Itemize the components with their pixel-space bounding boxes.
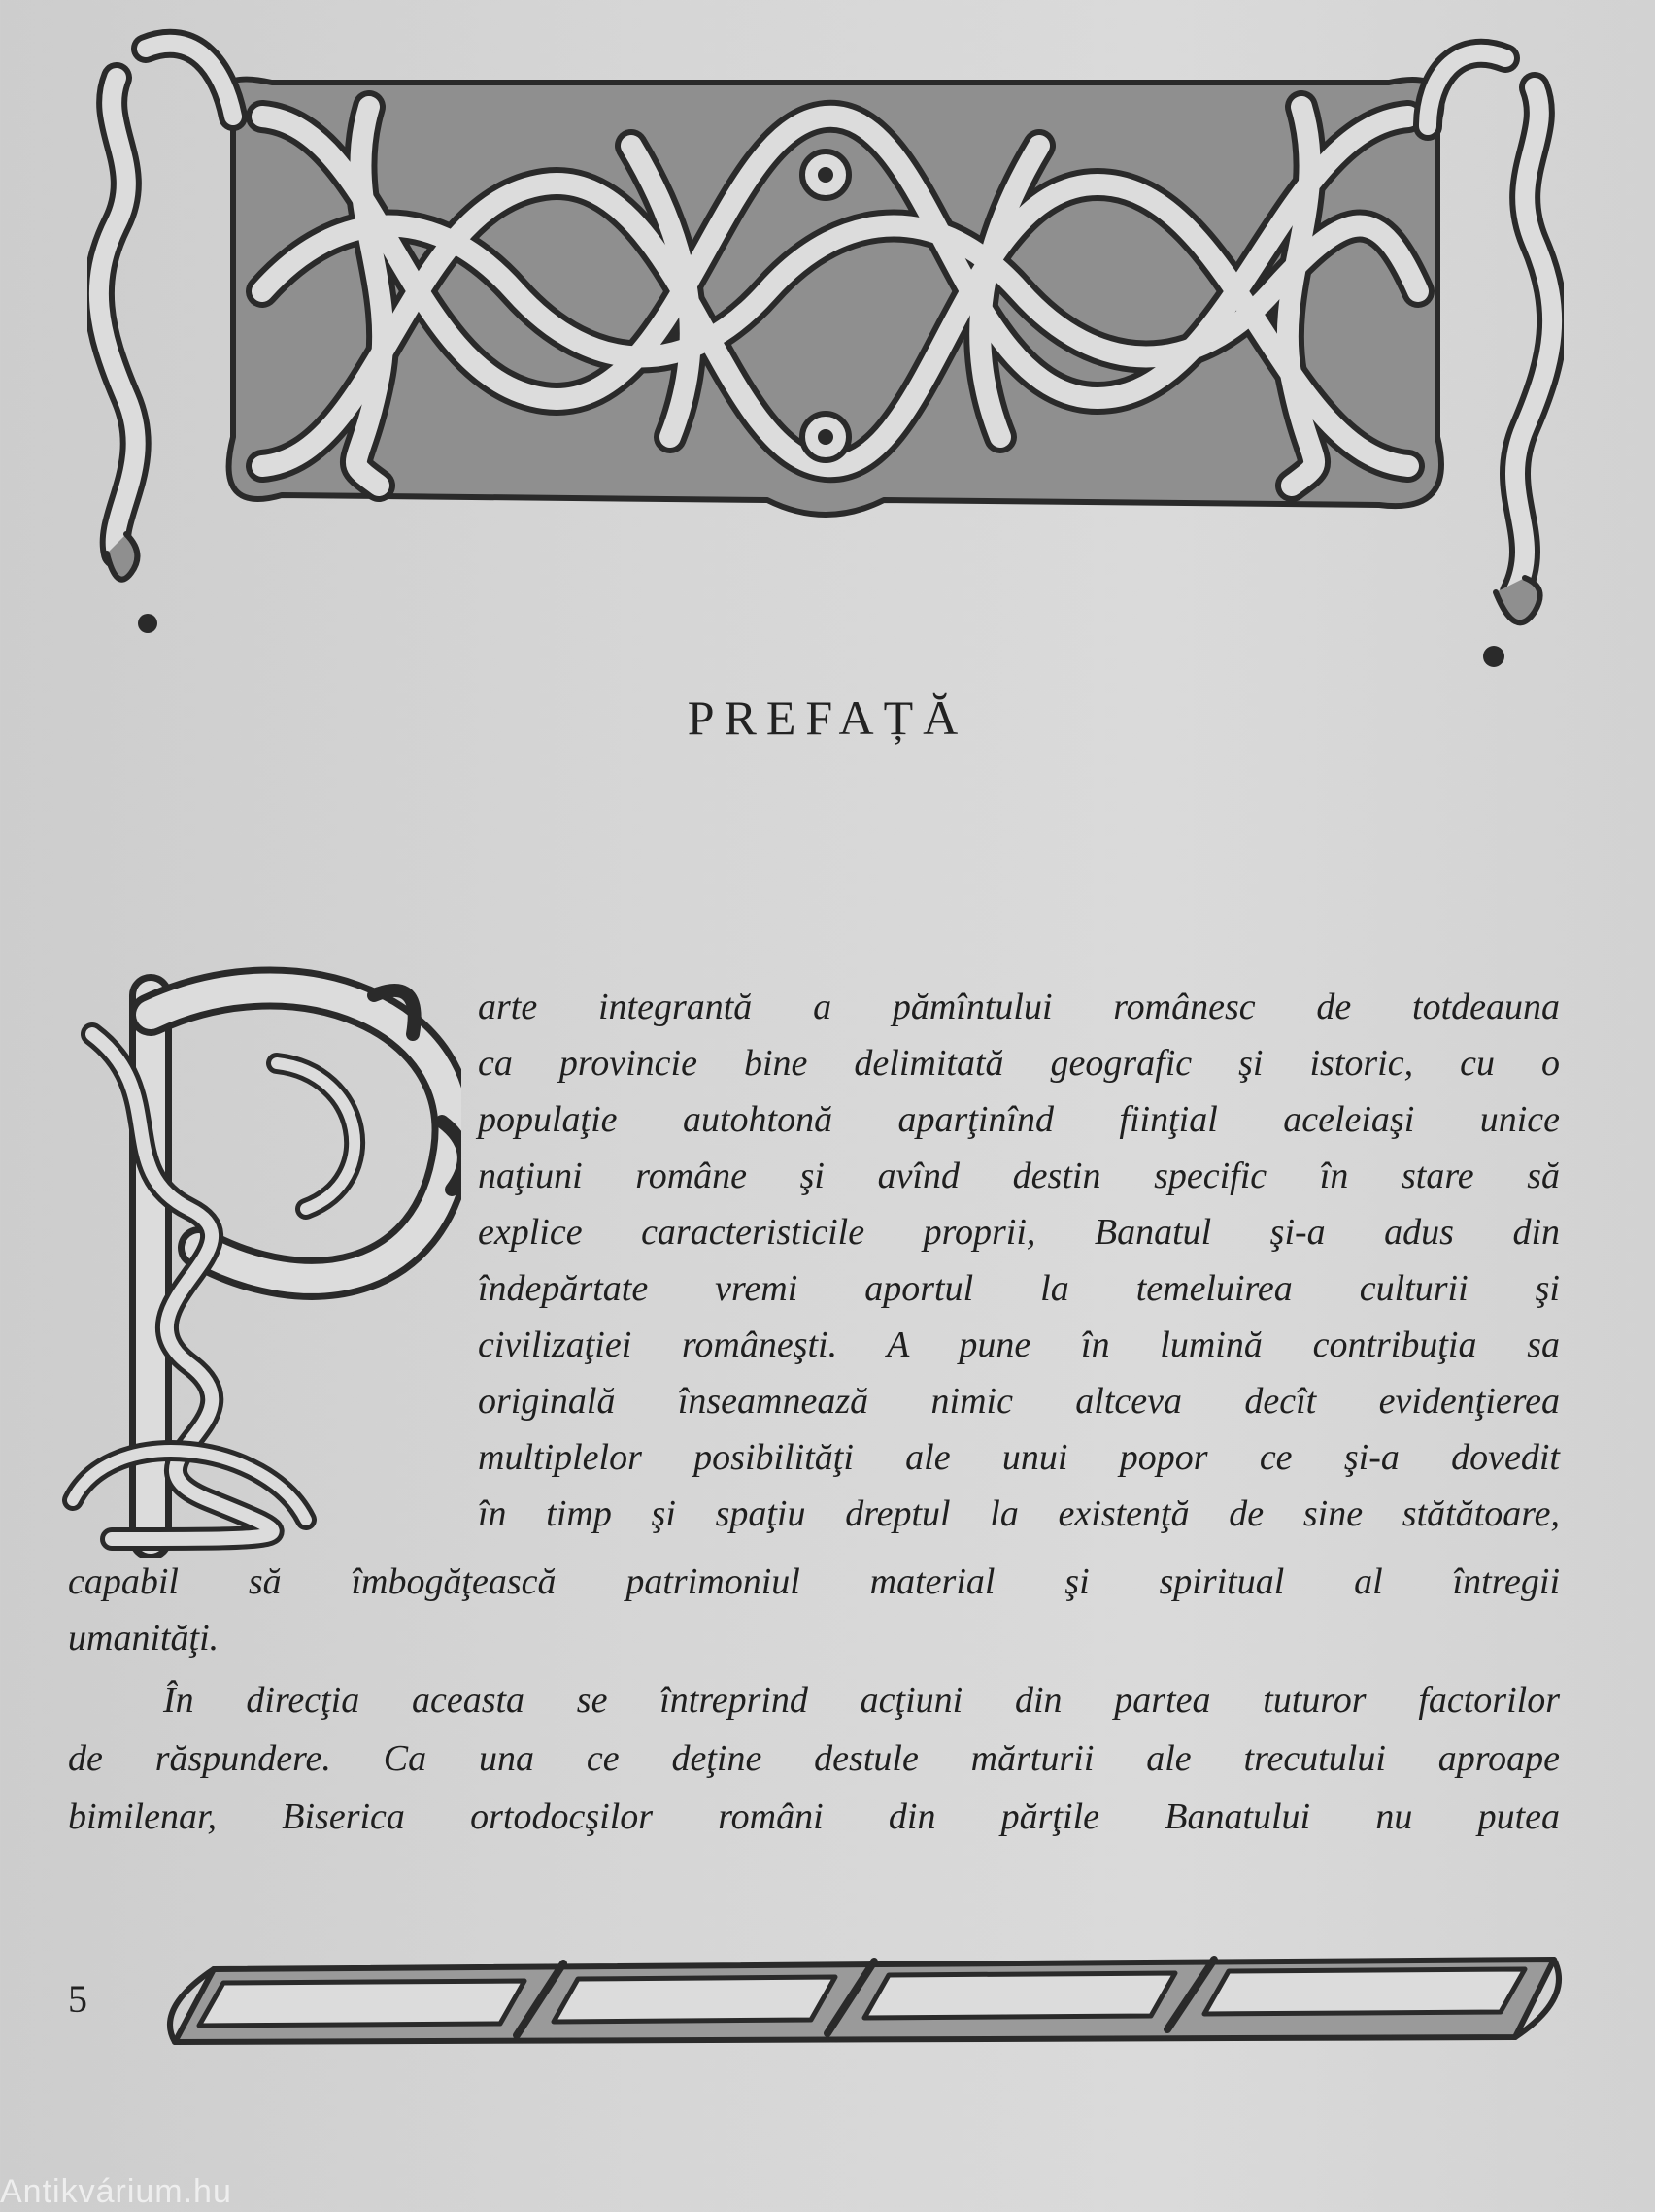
tailpiece-band-ornament bbox=[155, 1950, 1564, 2057]
page-number: 5 bbox=[68, 1977, 87, 2021]
headpiece-ornament bbox=[87, 10, 1564, 680]
text-line: bimilenar, Biserica ortodocşilor români din părţile Banatului nu putea bbox=[68, 1796, 1560, 1837]
text-line: multiplelor posibilităţi ale unui popor ce şi-a dovedit bbox=[478, 1437, 1560, 1478]
text-line: civilizaţiei româneşti. A pune în lumină contribuţia sa bbox=[478, 1324, 1560, 1365]
text-line: În direcţia aceasta se întreprind acţiuni din partea tuturor factorilor bbox=[163, 1680, 1560, 1721]
text-line: naţiuni române şi avînd destin specific în stare să bbox=[478, 1156, 1560, 1196]
text-line: umanităţi. bbox=[68, 1618, 220, 1659]
text-line: arte integrantă a pămîntului românesc de totdeauna bbox=[478, 987, 1560, 1027]
text-line: de răspundere. Ca una ce deţine destule mărturii ale trecutului aproape bbox=[68, 1738, 1560, 1779]
text-line: în timp şi spaţiu dreptul la existenţă de sine stătătoare, bbox=[478, 1493, 1560, 1534]
text-line: ca provincie bine delimitată geografic şi istoric, cu o bbox=[478, 1043, 1560, 1084]
text-line: îndepărtate vremi aportul la temeluirea culturii şi bbox=[478, 1268, 1560, 1309]
chapter-title: PREFAȚĂ bbox=[687, 690, 968, 745]
watermark-text: Antikvárium.hu bbox=[0, 2173, 232, 2210]
ornamental-initial-p bbox=[53, 956, 461, 1558]
text-line: capabil să îmbogăţească patrimoniul material şi spiritual al întregii bbox=[68, 1561, 1560, 1602]
text-line: populaţie autohtonă aparţinînd fiinţial aceleiaşi unice bbox=[478, 1099, 1560, 1140]
text-line: explice caracteristicile proprii, Banatul şi-a adus din bbox=[478, 1212, 1560, 1253]
text-line: originală înseamnează nimic altceva decît evidenţierea bbox=[478, 1381, 1560, 1422]
